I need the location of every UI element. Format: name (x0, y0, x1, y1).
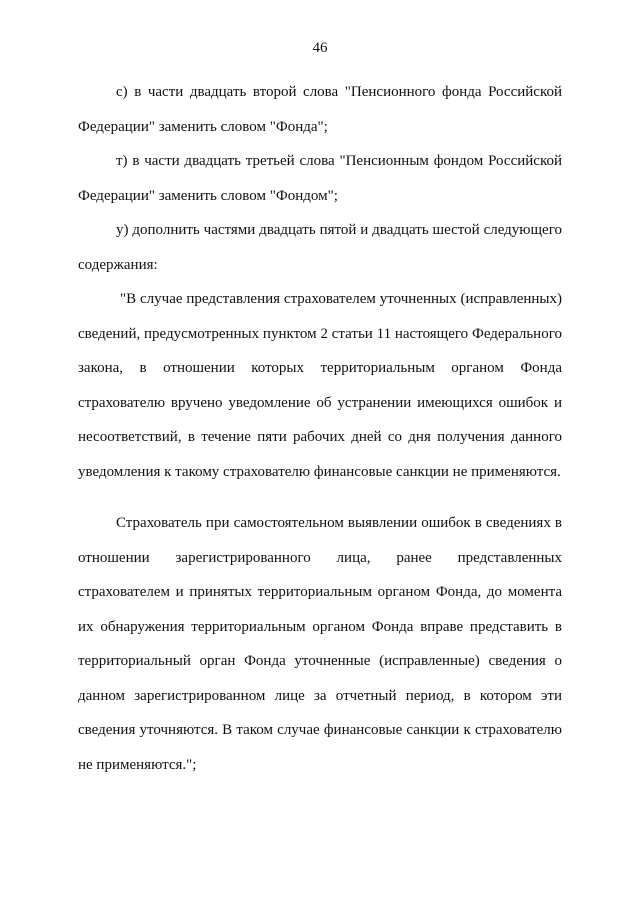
paragraph-amendment-u: у) дополнить частями двадцать пятой и двадцать шестой следующего содержания: (78, 222, 562, 273)
paragraph-amendment-s: с) в части двадцать второй слова "Пенсионного фонда Российской Федерации" заменить словом "Фонда"; (78, 84, 562, 135)
document-body (78, 75, 562, 782)
page-number: 46 (312, 40, 328, 56)
paragraph-amendment-t: т) в части двадцать третьей слова "Пенсионным фондом Российской Федерации" заменить словом "Фондом"; (78, 153, 562, 204)
paragraph-quoted-part-25: "В случае представления страхователем уточненных (исправленных) сведений, предусмотренных пунктом 2 статьи 11 настоящего Федерального закона, в отношении которых территориальным органом Фонда страхователю вручено уведомление об устранении имеющихся ошибок и несоответствий, в течение пяти рабочих дней со дня получения данного уведомления к такому страхователю финансовые санкции не применяются. (78, 291, 562, 480)
paragraph-quoted-part-26: Страхователь при самостоятельном выявлении ошибок в сведениях в отношении зарегистрированного лица, ранее представленных страхователем и принятых территориальным органом Фонда, до момента их обнаружения территориальным органом Фонда вправе представить в территориальный орган Фонда уточненные (исправленные) сведения о данном зарегистрированном лице за отчетный период, в котором эти сведения уточняются. В таком случае финансовые санкции к страхователю не применяются."; (78, 515, 562, 773)
